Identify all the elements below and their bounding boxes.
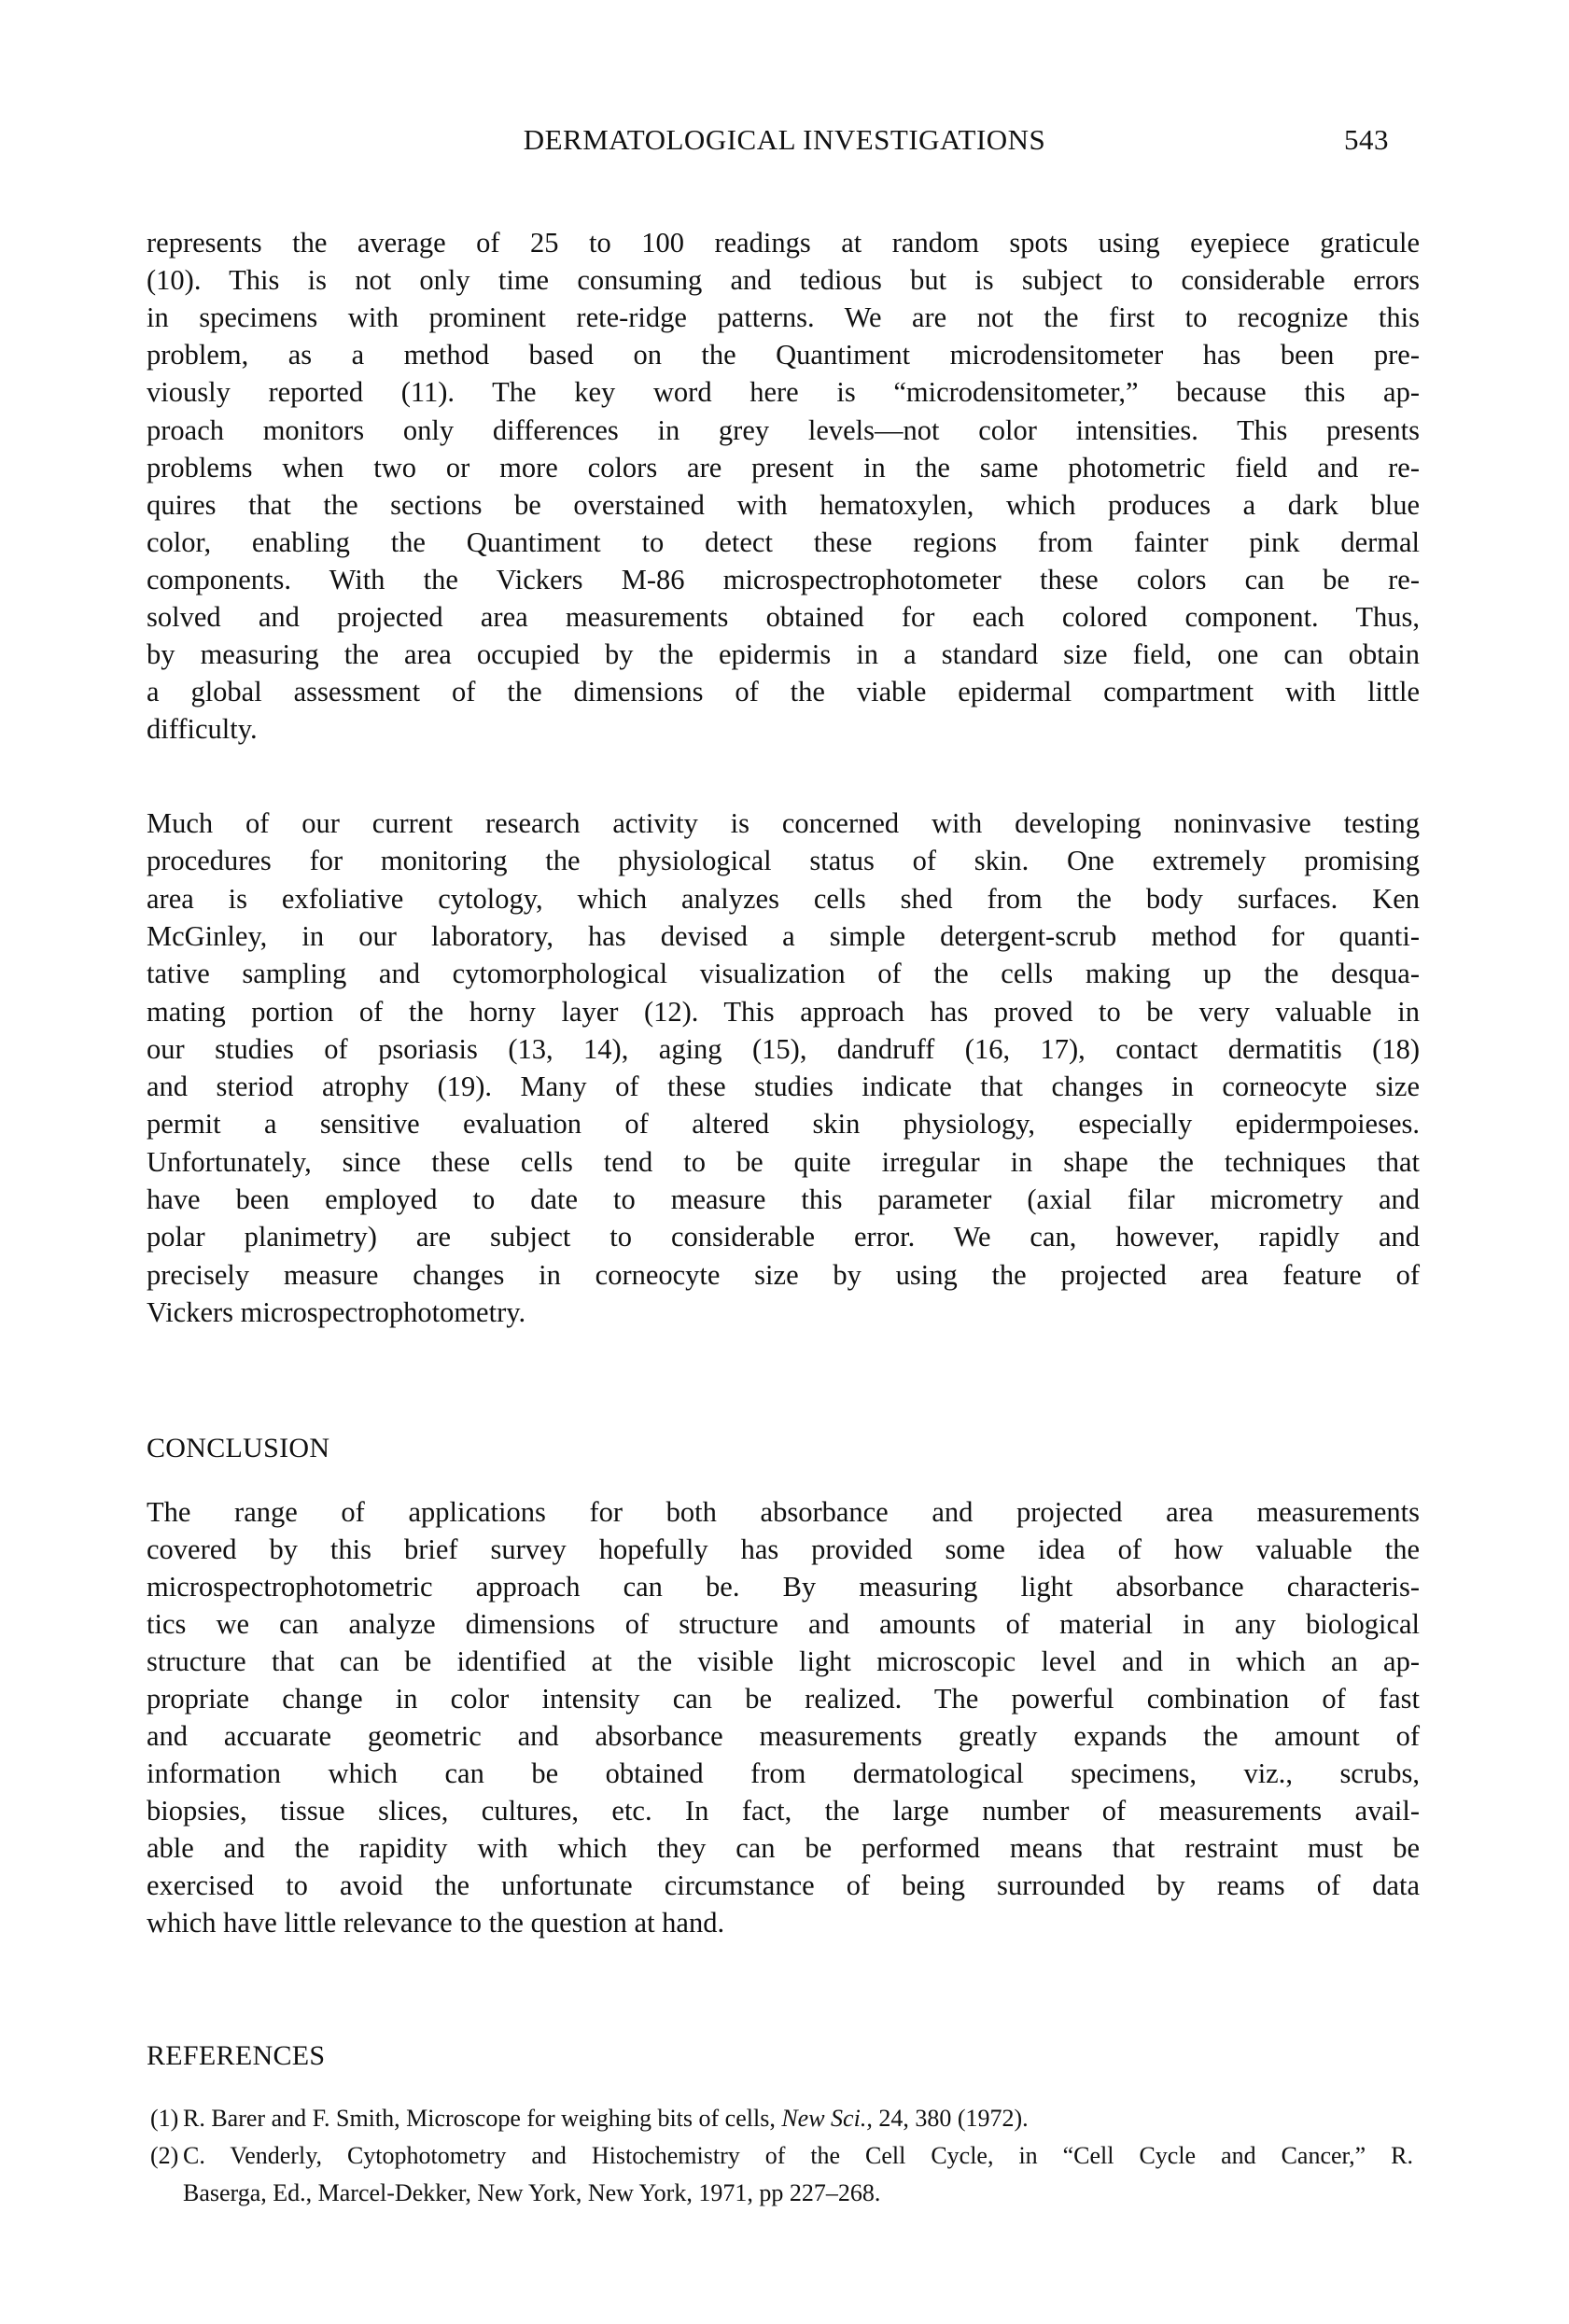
paragraph-2-line: polar planimetry) are subject to considerable error. We can, however, rapidly and [147, 1221, 1420, 1253]
paragraph-1-line: problems when two or more colors are present in the same photometric field and re- [147, 451, 1420, 483]
paragraph-2-line: procedures for monitoring the physiological status of skin. One extremely promising [147, 845, 1420, 877]
paragraph-1-line: solved and projected area measurements obtained for each colored component. Thus, [147, 601, 1420, 633]
paragraph-2-line: permit a sensitive evaluation of altered skin physiology, especially epidermpoieses. [147, 1108, 1420, 1141]
paragraph-2-line: mating portion of the horny layer (12). This approach has proved to be very valuable in [147, 995, 1420, 1028]
conclusion-line: structure that can be identified at the visible light microscopic level and in which an ap- [147, 1645, 1420, 1677]
paragraph-1-line: color, enabling the Quantiment to detect these regions from fainter pink dermal [147, 525, 1420, 558]
paragraph-1-line: a global assessment of the dimensions of the viable epidermal compartment with little [147, 676, 1420, 708]
conclusion-line: tics we can analyze dimensions of structure and amounts of material in any biological [147, 1608, 1420, 1640]
reference-volume-year: 24, 380 (1972). [872, 2105, 1029, 2132]
paragraph-1-line: problem, as a method based on the Quantiment microdensitometer has been pre- [147, 339, 1420, 371]
reference-number: (2) [150, 2142, 179, 2169]
paragraph-2-line: McGinley, in our laboratory, has devised a simple detergent-scrub method for quanti- [147, 919, 1420, 952]
conclusion-line: which have little relevance to the question at hand. [147, 1907, 725, 1939]
conclusion-line: propriate change in color intensity can be realized. The powerful combination of fast [147, 1683, 1420, 1715]
reference-journal: New Sci., [781, 2105, 873, 2132]
reference-number: (1) [150, 2105, 179, 2132]
paragraph-1-line: represents the average of 25 to 100 readings at random spots using eyepiece graticule [147, 227, 1420, 259]
paragraph-1-line: components. With the Vickers M-86 microspectrophotometer these colors can be re- [147, 563, 1420, 595]
paragraph-2-line: our studies of psoriasis (13, 14), aging (15), dandruff (16, 17), contact dermatitis (18) [147, 1032, 1420, 1065]
conclusion-line: biopsies, tissue slices, cultures, etc. In fact, the large number of measurements avail- [147, 1795, 1420, 1827]
paragraph-2-line: and steriod atrophy (19). Many of these studies indicate that changes in corneocyte size [147, 1071, 1420, 1103]
conclusion-line: exercised to avoid the unfortunate circumstance of being surrounded by reams of data [147, 1869, 1420, 1901]
conclusion-line: covered by this brief survey hopefully has provided some idea of how valuable the [147, 1533, 1420, 1565]
conclusion-line: microspectrophotometric approach can be. By measuring light absorbance characteris- [147, 1571, 1420, 1603]
page-number: 543 [1344, 123, 1389, 156]
conclusion-line: able and the rapidity with which they can be performed means that restraint must be [147, 1832, 1420, 1864]
reference-text-line-1: C. Venderly, Cytophotometry and Histochemistry of the Cell Cycle, in “Cell Cycle and Cancer,” R. [183, 2142, 1413, 2169]
paragraph-1-line: in specimens with prominent rete-ridge patterns. We are not the first to recognize this [147, 301, 1420, 334]
conclusion-line: information which can be obtained from dermatological specimens, viz., scrubs, [147, 1757, 1420, 1789]
paragraph-2-line: precisely measure changes in corneocyte size by using the projected area feature of [147, 1258, 1420, 1291]
reference-text-line-2: Baserga, Ed., Marcel-Dekker, New York, New York, 1971, pp 227–268. [183, 2179, 881, 2206]
reference-authors-title: R. Barer and F. Smith, Microscope for weighing bits of cells, [183, 2105, 782, 2132]
running-header-title: DERMATOLOGICAL INVESTIGATIONS [523, 123, 1046, 156]
paragraph-2-line: Vickers microspectrophotometry. [147, 1295, 526, 1328]
paragraph-1-line: viously reported (11). The key word here is “microdensitometer,” because this ap- [147, 376, 1420, 409]
paragraph-2-line: area is exfoliative cytology, which analyzes cells shed from the body surfaces. Ken [147, 882, 1420, 915]
paragraph-2-line: tative sampling and cytomorphological visualization of the cells making up the desqua- [147, 958, 1420, 990]
conclusion-line: The range of applications for both absorbance and projected area measurements [147, 1496, 1420, 1528]
section-heading-references: REFERENCES [147, 2040, 326, 2071]
paragraph-1-line: quires that the sections be overstained with hematoxylen, which produces a dark blue [147, 488, 1420, 521]
paragraph-1-line: by measuring the area occupied by the epidermis in a standard size field, one can obtain [147, 638, 1420, 671]
paragraph-2-line: Unfortunately, since these cells tend to be quite irregular in shape the techniques that [147, 1145, 1420, 1178]
conclusion-line: and accuarate geometric and absorbance measurements greatly expands the amount of [147, 1720, 1420, 1752]
paragraph-2-line: have been employed to date to measure this parameter (axial filar micrometry and [147, 1183, 1420, 1215]
reference-text [183, 2102, 1424, 2135]
paragraph-1-line: (10). This is not only time consuming and tedious but is subject to considerable errors [147, 264, 1420, 297]
paragraph-1-line: difficulty. [147, 713, 258, 746]
section-heading-conclusion: CONCLUSION [147, 1433, 330, 1463]
paragraph-1-line: proach monitors only differences in grey levels—not color intensities. This presents [147, 413, 1420, 446]
paragraph-2-line: Much of our current research activity is concerned with developing noninvasive testing [147, 807, 1420, 839]
